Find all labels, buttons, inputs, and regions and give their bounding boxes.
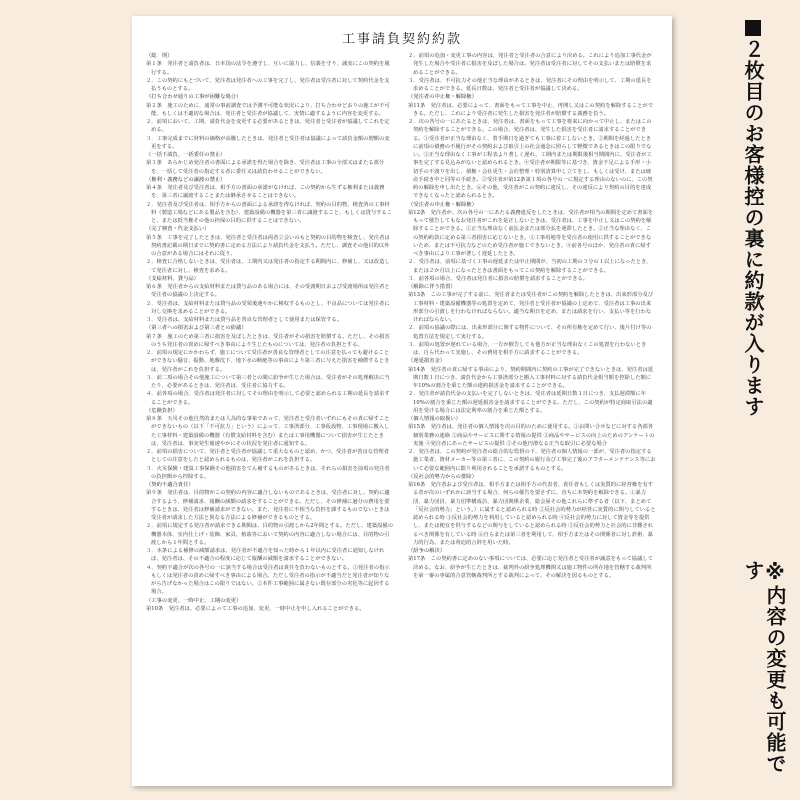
clause-text: ２．前項の損害について、発注者と受注者が協議して重大なものと認め、かつ、受注者が善良な管理者としての注意をしたと認められるものは、発注者がこれを負担する。	[146, 449, 390, 464]
clause-heading: （遅延損害金）	[408, 358, 446, 365]
clause-heading: （打ち合わせ通りの工事が困難な場合）	[146, 94, 242, 101]
clause-heading: （一括下請負、一括委任の禁止）	[146, 152, 226, 158]
document-title: 工事請負契約約款	[341, 32, 462, 47]
side-note-top	[742, 20, 764, 580]
clause-heading: （紛争の解決）	[408, 548, 446, 554]
clause-text: ２．受注者は、前項に基づく工事の遅延または中止期間が、当初の工期の３分の１以上になったとき、または２か月以上になったときは書面をもってこの契約を解除することができる。	[408, 259, 652, 274]
clause-text: ３．火災保険・建設工事保険その他損害をてん補するものがあるときは、それらの損害を前項の発注者の負担額から控除する。	[146, 465, 390, 480]
clause-text: 第１条 発注者と請負者は、日本国の法令を遵守し、互いに協力し、信義を守り、誠実にこの契約を履行する。	[146, 61, 390, 76]
side-note-bottom: ※内容の変更も可能です	[741, 560, 787, 774]
terms-column-right	[408, 52, 656, 774]
clause-heading: （個人情報の取扱い）	[408, 416, 461, 422]
clause-text: ３．前項の処置が遅れている場合、一方が催告しても他方が正当な理由なくこの処置を行わないときは、自ら代わって実施し、その費用を相手方に請求することができる。	[408, 341, 647, 356]
clause-text: 第17条 この契約書に定めのない事項については、必要に応じ発注者と受注者が誠意をもって協議して決める。なお、紛争が生じたときは、裁判外の紛争処理機関又は施工物件の所在地を管轄する裁判所を第一審の専属的合意管轄裁判所とする裁判によって、その解決を図るものとする。	[408, 556, 653, 579]
clause-text: ２．受注者は、支給材料または貸与品の受領後速やかに検収するものとし、不良品については発注者に対し交換を求めることができる。	[146, 300, 390, 315]
clause-heading: （完了検査・代金支払い）	[146, 226, 210, 233]
clause-text: ３．工事完成までに材料の価格が高騰したときは、発注者と受注者は協議によって請負金額の増額の変更をする。	[146, 135, 390, 150]
terms-column-left	[146, 52, 394, 774]
clause-heading: （危険負担）	[146, 407, 178, 414]
clause-text: ３．本条による補修の減額請求は、発注者が不適合を知った時から１年以内に受注者に通知しなければ、発注者は、その不適合の程度に応じて報酬の減額を請求することができない。	[146, 548, 385, 563]
clause-text: ２．前項の規定にかかわらず、施工について受注者が善良な管理者としての注意を払っても避けることができない騒音、振動、地盤沈下、地下水の断絶等の事由により第三者に与えた損害を補償するときは、発注者がこれを負担する。	[146, 350, 390, 373]
clause-text: ３．受注者は、支給材料または貸与品を善良な管理者として使用または保管する。	[146, 317, 342, 323]
clause-text: 第13条 この工事が完了する前に、発注者または受注者がこの契約を解除したときは、出来形部分及び工事材料・建築設備機器等の処置を定めて、発注者と受注者が協議の上定めて、受注者は工事の出来形部分の引渡しを行わなければならない。適当な期日を定め、または請求を行い、支払い等を行わなければならない。	[408, 292, 654, 323]
clause-text: ２．発注者及び受注者は、相手方からの書面による承諾を得なければ、契約の目的物、検査済の工事材料（製造工場などにある製品を含む）、建築設備の機器を第三者に譲渡すること、もしくは貸与すること、または抵当権その他の担保の目的に供することはできない。	[146, 201, 393, 224]
clause-text: ２．発注者が請負代金の支払いを完了しないときは、受注者は延期日数１日につき、支払遅滞額に年10%の割合を乗じた額の遅延損害金を請求することができる。ただし、この契約が特定商取引法の適用を受ける場合には法定利率の割合を乗じた額とする。	[408, 391, 653, 414]
clause-heading: （発注者の中止権・解除権）	[408, 94, 477, 101]
clause-heading: （反社会的勢力からの排除）	[408, 473, 477, 480]
clause-heading: （受注者の中止権・解除権）	[408, 201, 477, 208]
clause-text: 第11条 発注者は、必要によって、書面をもって工事を中止、再開し又はこの契約を解除することができる。ただし、これにより受注者に発生した損害を発注者が賠償する義務を負う。	[408, 102, 653, 117]
clause-text: ２．前項に規定する発注者が請求できる期間は、目的物の引渡しから2年間とする。ただし、建築設備の機器本体、室内仕上げ・装飾、家具、植栽等において契約の内容に適合しない場合には、目的物の引渡しから１年間とする。	[146, 523, 394, 546]
clause-text: 第６条 発注者からの支給材料または貸与品のある場合には、その受渡期日および受渡場所は発注者と受注者の協議の上決定する。	[146, 284, 390, 299]
clause-text: 第12条 発注者が、次の各号の一にあたる義務違反をしたときは、受注者が相当の期間を定めて書面をもって催告してもなお発注者がこれを是正しないときは、受注者は、工事を中止し又はこの契約を解除することができる。①正当な理由なく前払金または部分払を遅滞したとき。②正当な理由なく、この契約約款に定める第三者損害に応じないとき。③工事用地等を受注者の使用に供することができないため、または不可抗力などのため受注者が施工できないとき。④前各号のほか、発注者の責に帰すべき事由により工事が著しく遅延したとき。	[408, 209, 654, 257]
clause-heading: （工事の変更、一時中止、工期の変更）	[146, 597, 242, 604]
clause-text: ３．受注者は、不可抗力その他正当な理由があるときは、発注者にその理由を明示して、工期の延長を求めることができる。延長日数は、発注者と受注者が協議して決める。	[408, 77, 652, 92]
clause-heading: （総 則）	[146, 53, 173, 59]
clause-text: ４．契約不適合が次の各号の一に該当する場合は受注者は責任を負わないものとする。①発注者の指示もしくは発注者の責めに帰すべき事由による場合。ただし受注者の指示が不適当だと発注者が知りながら告げなかった場合はこの限りではない。②本件工事範囲に属さない既存部分の劣化等に起因する場合。	[146, 564, 390, 596]
clause-text: ２．次の各号の一にあたるときは、発注者は、書面をもって工事を将来に向かって中止し、またはこの契約を解除することができる。この場合、発注者は、発生した損害を受注者に請求することができる。①受注者が正当な理由なく、着手期日を過ぎても工事に着工しないとき。②期間を経過したときに前項の債務の不履行がその契約および取引上の社会通念に照らして軽微であるときはこの限りでない。③正当な理由なく工事が工程表より著しく遅れ、工期内または期限後相当期間内に、受注者が工事を完了する見込みがないと認められるとき。④受注者が期限等に基づき、資金不足による手形・小切手の不渡りを出し、債権・会社更生・会社整理・特別清算申し立てをし、もしくは受け、または破産手続き中と同等の手続き。⑤受注者が第12条第１項の各号の一に規定する理由のないのに、この契約の解除を申し出たとき。⑥その他、受注者がこの契約に違反し、その違反により契約の目的を達成できなくなったと認められるとき。	[408, 119, 653, 200]
clause-text: ２．発注者は、この契約が発注者の総合的な監督の下、発注者の個人情報の一部が、受注者の指定する施工業者、資材メーカー等の第三者に、この契約の履行及び工事完了後のアフターメンテナンス等において必要な範囲内に限り利用されることを承諾するものとする。	[408, 449, 656, 472]
clause-text: 第９条 発注者は、目的物がこの契約の内容に適合しないものであるときは、受注者に対し、契約に適合するよう、修補請求、報酬の減額の請求をすることができる。ただし、その修補に過分の費用を要するときは、発注者は修補請求ができない。また、発注者に不相当な負担を課するものでないときは受注者が請求した方法と異なる方法による修補ができるものとする。	[146, 490, 390, 521]
clause-text: 第16条 発注者および受注者は、相手方または相手方の代表者、責任者もしくは実質的に経営権を有する者が次のいずれかに該当する場合、何らの催告を要さずに、直ちに本契約を解除できる。①暴力団、暴力団員、暴力団準構成員、暴力団関係企業、総会屋その他これらに準ずる者（以下、まとめて「反社会的勢力」という。）に属すると認められる時 ②反社会的勢力が経営に実質的に関与していると認められる時 ③反社会的勢力を利用していると認められる時 ④反社会的勢力に対して資金等を提供し、または便宜を供与するなどの関与をしていると認められる時 ⑤反社会的勢力と社会的に非難されるべき関係を有している時 ⑥自らまたは第三者を利用して、相手方またはその関係者に対し詐術、暴力的行為、または脅迫的言辞を用いた時。	[408, 482, 656, 546]
clause-text: 第５条 工事を完了したときは、発注者と受注者は両者立会いのもと契約の目的物を検査し、発注者は契約書記載の期日までに契約書に定める方法により請負代金を支払う。ただし、調査その他目的以外の合意がある場合にはそれに従う。	[146, 234, 390, 257]
clause-text: ２．前項の協議の際には、出来形部分に関する物件について、その所有権を定めて行い、後片付け等の処置方法を規定して実行する。	[408, 325, 652, 340]
clause-text: 第７条 施工のため第三者に損害を及ぼしたときは、受注者がその損害を賠償する。ただし、その損害のうち発注者の責めに帰すべき事由により生じたものについては、発注者の負担とする。	[146, 333, 390, 348]
clause-text: 第８条 天災その他自然的または人為的な事象であって、発注者と受注者いずれにもその責に帰すことができないもの（以下「不可抗力」という）によって、工事済部分、工事仮設物、工事現場に搬入した工事材料・建築設備の機器（有償支給材料を含む）または工事用機器について損害が生じたときは、受注者は、事実発生後速やかにその状況を発注者に通知する。	[146, 416, 390, 447]
clause-heading: （支給材料、貸与品）	[146, 275, 199, 282]
clause-text: 第４条 発注者及び受注者は、相手方の書面の承諾がなければ、この契約から生ずる権利または義務を、第三者に譲渡することまたは継承させることはできない。	[146, 185, 385, 200]
clause-heading: （契約不適合責任）	[146, 482, 194, 488]
clause-text: ３．前各項の場合、受注者は発注者に損害の賠償を請求することができる。	[408, 275, 589, 282]
clause-text: ２．前項において、工期、請負代金を変更する必要があるときは、発注者と受注者が協議してこれを定める。	[146, 119, 390, 134]
clause-text: ２．この契約にもとづいて、発注者は発注者への工事を完了し、発注者は受注者に対して契約代金を支払うものとする。	[146, 77, 390, 92]
clause-text: 第10条 発注者は、必要によって工事の追加、変更、一時中止を申し入れることができる。	[146, 605, 365, 612]
clause-text: ２．前項の追加・変更工事の内容は、発注者と受注者の合意により決める。これにより追加工事代金が発生した場合や受注者に損害を及ぼした場合は、発注者は受注者に対してその支払いまたは賠償を求めることができる。	[408, 53, 652, 76]
side-note-top-text: ２枚目のお客様控の裏に約款が入ります	[741, 39, 765, 417]
clause-text: 第２条 施工のために、通常の事前調査では予測不可能な状況により、打ち合わせどおりの施工が不可能、もしくは不適切な場合は、発注者と受注者が協議して、実情に適するように内容を変更する。	[146, 102, 390, 117]
clause-text: 第14条 発注者の責に帰する事由により、契約期間内に契約の工事が完了できないときは、発注者は延期日数１日につき、請負代金から工事済部分と搬入工事材料に対する請負代金相当額を控除した額に年10%の割合を乗じた額の違約損害金を請求することができる。	[408, 366, 654, 389]
terms-sheet	[132, 16, 672, 786]
clause-text: 第15条 発注者は、発注者の個人情報を次の目的のために使用する。①お問い合せなどに対する各部各個別業務の連絡 ②商品やサービスに関する情報の提供 ③商品やサービスの向上のためのアンケートの実施 ④発注者にあったサービスの提供 ⑤その他円滑なる正当な取引に必要な場合	[408, 424, 655, 447]
clause-text: 第３条 あらかじめ発注者の書面による承諾を得た場合を除き、受注者は工事の全部又はまたる部分を、一括して受注者の指定する者に委任又は請負わせることができない。	[146, 160, 385, 175]
black-square-icon	[745, 20, 761, 36]
clause-text: ４．前各項の場合、受注者は発注者に対してその理由を明示して必要と認められる工期の延長を請求することができる。	[146, 391, 390, 406]
clause-text: ２．検査に合格しないときは、受注者は、工期内又は発注者の指定する期間内に、修補し、又は改造して発注者に対し、検査を求める。	[146, 259, 390, 274]
clause-heading: （第三者への損害および第三者との紛議）	[146, 325, 247, 332]
clause-heading: （権利・義務などの譲渡の禁止）	[146, 176, 226, 183]
clause-text: ３．前二項の場合その他施工について第三者との間に紛争が生じた場合は、受注者がその処理解決に当たり、必要があるときは、発注者は、受注者に協力する。	[146, 374, 390, 389]
clause-heading: （解除に伴う措置）	[408, 284, 456, 290]
